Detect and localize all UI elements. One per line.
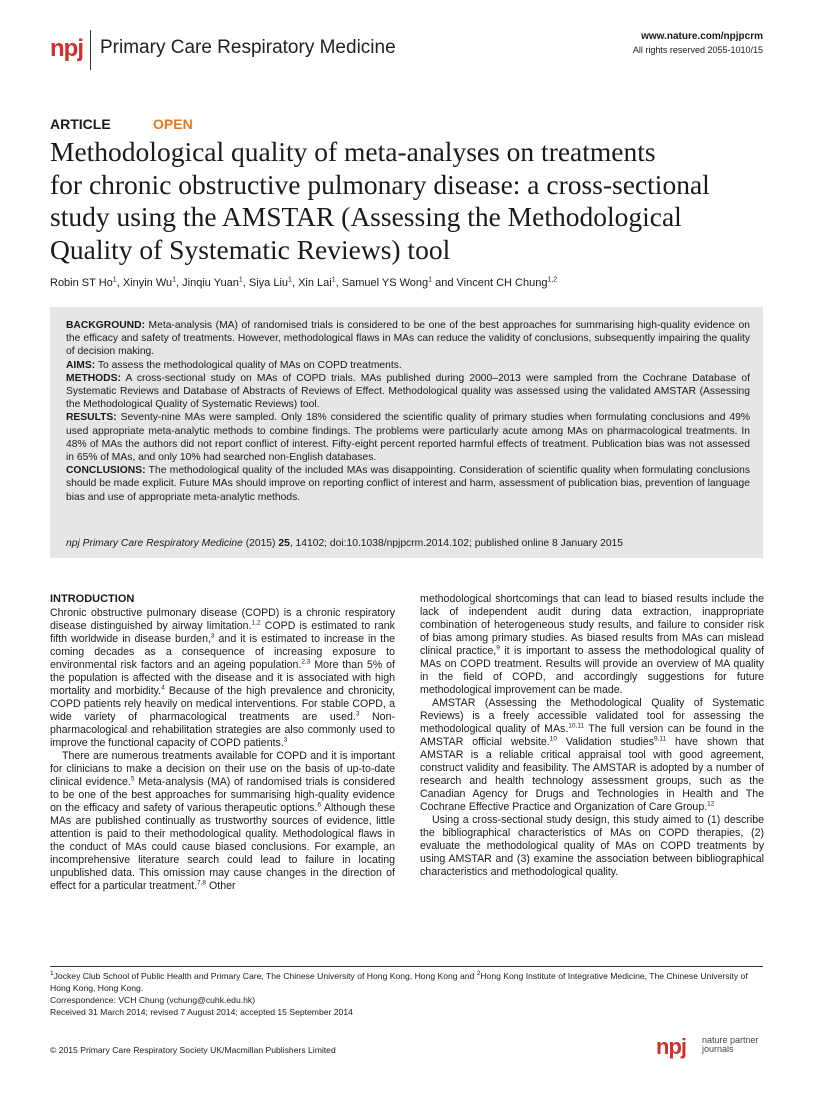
author-affiliation: 1 [112, 276, 117, 284]
affiliation: Jockey Club School of Public Health and Primary Care, The Chinese University of Hong Kong, Hong Kong and [53, 971, 477, 981]
logo-text-line: nature partner [702, 1035, 759, 1045]
abstract-section-text: A cross-sectional study on MAs of COPD trials. MAs published during 2000–2013 were sampled from the Cochrane Database of Systematic Reviews and Database of Abstracts of Reviews of Effect. Methodological quality was assessed using the validated AMSTAR (Assessing the Methodological Quality of Systematic Reviews) tool. [66, 372, 751, 411]
author-affiliation: 1 [172, 276, 177, 284]
text-run: have shown that AMSTAR is a reliable critical appraisal tool with good agreement, construct validity and feasibility. The AMSTAR is adopted by a number of research and health technology assessment groups, such as the Canadian Agency for Drugs and Technologies in Health and The Cochrane Effective Practice and Organization of Care Group. [420, 736, 764, 813]
reference-citation[interactable]: 5 [130, 775, 135, 783]
affiliation: Hong Kong Institute of Integrative Medicine, The Chinese University of Hong Kong, Hong Kong. [50, 971, 748, 993]
text-run: Other [206, 880, 236, 892]
abstract-background [66, 319, 750, 359]
affiliation-number: 1 [50, 970, 54, 978]
title-line: study using the AMSTAR (Assessing the Methodological [50, 201, 682, 232]
affiliation-number: 2 [476, 970, 481, 978]
author-affiliation: 1 [238, 276, 243, 284]
paragraph [50, 750, 395, 893]
reference-citation[interactable]: 3 [355, 710, 360, 718]
text-run: Validation studies [557, 736, 655, 748]
npj-footer-logo: npj [656, 1034, 686, 1059]
reference-citation[interactable]: 7,8 [197, 879, 207, 887]
correspondence: Correspondence: VCH Chung (vchung@cuhk.edu.hk) [50, 995, 256, 1005]
citation-journal: npj Primary Care Respiratory Medicine [66, 538, 243, 549]
reference-citation[interactable]: 4 [161, 684, 165, 692]
author: Xinyin Wu [122, 277, 173, 289]
title-line: Methodological quality of meta-analyses on treatments [50, 136, 656, 167]
paragraph [420, 593, 764, 697]
nature-partner-journals-label [702, 1036, 759, 1054]
text-run: and it is estimated to increase in the coming decades as a consequence of increasing exposure to environmental risk factors and an ageing population. [50, 633, 395, 671]
paragraph [50, 607, 395, 750]
author: Samuel YS Wong [341, 277, 429, 289]
footnote-divider [50, 966, 763, 967]
npj-logo: npj [50, 35, 83, 62]
text-run: Non-pharmacological and rehabilitation strategies are also commonly used to improve the functional capacity of COPD patients. [50, 711, 395, 749]
rights-notice: All rights reserved 2055-1010/15 [632, 45, 763, 55]
abstract-section-text: Meta-analysis (MA) of randomised trials is considered to be one of the best approaches for summarising high-quality evidence on the efficacy and safety of treatments. However, methodological flaws in MAs can reduce the validity of conclusions, subsequently impairing the quality of decision making. [66, 320, 750, 358]
text-run: Chronic obstructive pulmonary disease (COPD) is a chronic respiratory disease distinguished by airway limitation. [50, 607, 395, 632]
journal-url[interactable]: www.nature.com/npjpcrm [641, 31, 763, 42]
abstract-text [66, 319, 750, 504]
open-access-label: OPEN [153, 116, 193, 132]
title-line: Quality of Systematic Reviews) tool [50, 233, 451, 265]
author: Robin ST Ho [50, 277, 113, 289]
citation-year: (2015) [245, 538, 276, 549]
abstract-section-label: RESULTS: [66, 412, 117, 424]
journal-name: Primary Care Respiratory Medicine [100, 37, 396, 58]
reference-citation[interactable]: 12 [707, 800, 715, 808]
article-type-label: ARTICLE [50, 116, 111, 132]
text-run: More than 5% of the population is affected with the disease and it is associated with high mortality and morbidity. [50, 659, 395, 697]
logo-divider [90, 30, 91, 70]
abstract-aims [66, 359, 750, 372]
reference-citation[interactable]: 3 [283, 736, 288, 744]
text-run: COPD is estimated to rank fifth worldwide in disease burden, [50, 620, 395, 645]
abstract-section-label: AIMS: [66, 359, 96, 371]
author-affiliation: 1 [288, 276, 292, 284]
reference-citation[interactable]: 9,11 [654, 735, 667, 743]
abstract-section-text: To assess the methodological quality of MAs on COPD treatments. [97, 359, 402, 371]
reference-citation[interactable]: 2,3 [301, 658, 311, 666]
abstract-section-text: Seventy-nine MAs were sampled. Only 18% considered the scientific quality of primary studies when formulating conclusions and 49% used appropriate meta-analytic methods to combine findings. The problems were particularly acute among MAs on pharmacological treatments. In 48% of MAs the authors did not report conflict of interest. Fifty-eight percent reported harmful effects of treatment. Publication bias was not assessed in 65% of MAs, and only 10% had searched non-English databases. [66, 412, 750, 464]
abstract-section-label: BACKGROUND: [66, 320, 145, 331]
author-affiliation: 1 [428, 276, 433, 284]
text-run: it is important to assess the methodological quality of MAs on COPD treatment. Results will provide an overview of MA quality in the field of COPD, and accordingly suggestions for future methodological improvement can be made. [420, 645, 764, 696]
abstract-results [66, 411, 750, 464]
author: Siya Liu [248, 277, 289, 289]
citation-line [66, 538, 623, 549]
text-run: Meta-analysis (MA) of randomised trials is considered to be one of the best approaches for summarising high-quality evidence on the efficacy and safety of various therapeutic options. [50, 776, 395, 814]
paragraph: Using a cross-sectional study design, this study aimed to (1) describe the bibliographical characteristics of MAs on COPD therapies, (2) evaluate the methodological quality of MAs on COPD treatments by using AMSTAR and (3) examine the association between bibliographical characteristics and methodological quality. [420, 814, 764, 878]
reference-citation[interactable]: 1,2 [251, 619, 261, 627]
body-column-left [50, 607, 395, 893]
text-run: AMSTAR (Assessing the Methodological Quality of Systematic Reviews) is a freely accessible validated tool for assessing the methodological quality of MAs. [420, 697, 764, 735]
text-run: Although these MAs are published continually as trustworthy sources of evidence, little attention is paid to their methodological quality. Methodological flaws in the conduct of MAs could cause biased conclusions. For example, an incomprehensive literature search could lead to failure in locating unpublished data. This omission may cause changes in the direction of effect for a particular treatment. [50, 802, 395, 892]
text-run: There are numerous treatments available for COPD and it is important for clinicians to make a decision on their use on the basis of up-to-date clinical evidence. [50, 750, 395, 788]
author: Jinqiu Yuan [182, 277, 239, 289]
paragraph [420, 697, 764, 814]
citation-details: , 14102; doi:10.1038/npjpcrm.2014.102; published online 8 January 2015 [289, 538, 623, 549]
reference-citation[interactable]: 6 [317, 801, 322, 809]
author-affiliation: 1,2 [547, 276, 558, 284]
author-list: Robin ST Ho$^1$, Xinyin Wu$^1$, Jinqiu Yuan$^1$, Siya Liu$^1$, Xin Lai$^1$, Samuel YS Wong$^1$ and Vincent CH Chung$^{1,2}$ [50, 276, 558, 289]
citation-volume: 25 [278, 538, 290, 549]
abstract-methods [66, 372, 750, 412]
abstract-section-label: CONCLUSIONS: [66, 465, 146, 477]
author-affiliation: 1 [331, 276, 336, 284]
abstract-section-label: METHODS: [66, 372, 121, 384]
text-run: Because of the high prevalence and chronicity, COPD patients rely heavily on medical interventions. For stable COPD, a wide variety of pharmacological treatments are used. [50, 685, 395, 723]
author: Xin Lai [298, 277, 332, 289]
reference-citation[interactable]: 9 [496, 644, 500, 652]
affiliations [50, 970, 763, 994]
reference-citation[interactable]: 10,11 [568, 722, 585, 730]
text-run: The full version can be found in the AMSTAR official website. [420, 723, 764, 748]
footnotes [50, 970, 763, 1018]
reference-citation[interactable]: 3 [210, 632, 215, 640]
copyright-notice: © 2015 Primary Care Respiratory Society UK/Macmillan Publishers Limited [50, 1045, 336, 1055]
title-line: for chronic obstructive pulmonary disease: a cross-sectional [50, 168, 710, 200]
article-title [50, 136, 770, 266]
logo-text-line: journals [702, 1044, 734, 1054]
reference-citation[interactable]: 10 [549, 735, 557, 743]
text-run: methodological shortcomings that can lead to biased results include the lack of independent audit during data extraction, inappropriate combination of heterogeneous study results, and failure to consider risk of bias among primary studies. As biased results from MAs can mislead clinical practice, [420, 593, 764, 657]
abstract-conclusions [66, 464, 750, 504]
author: Vincent CH Chung [456, 277, 548, 289]
body-column-right [420, 593, 764, 879]
section-heading-introduction: INTRODUCTION [50, 593, 135, 605]
abstract-section-text: The methodological quality of the included MAs was disappointing. Consideration of scientific quality when formulating conclusions should be made explicit. Future MAs should improve on reporting conflict of interest and harm, assessment of publication bias, prevention of language bias and use of appropriate meta-analytic methods. [66, 465, 750, 503]
received-dates: Received 31 March 2014; revised 7 August 2014; accepted 15 September 2014 [50, 1007, 353, 1017]
